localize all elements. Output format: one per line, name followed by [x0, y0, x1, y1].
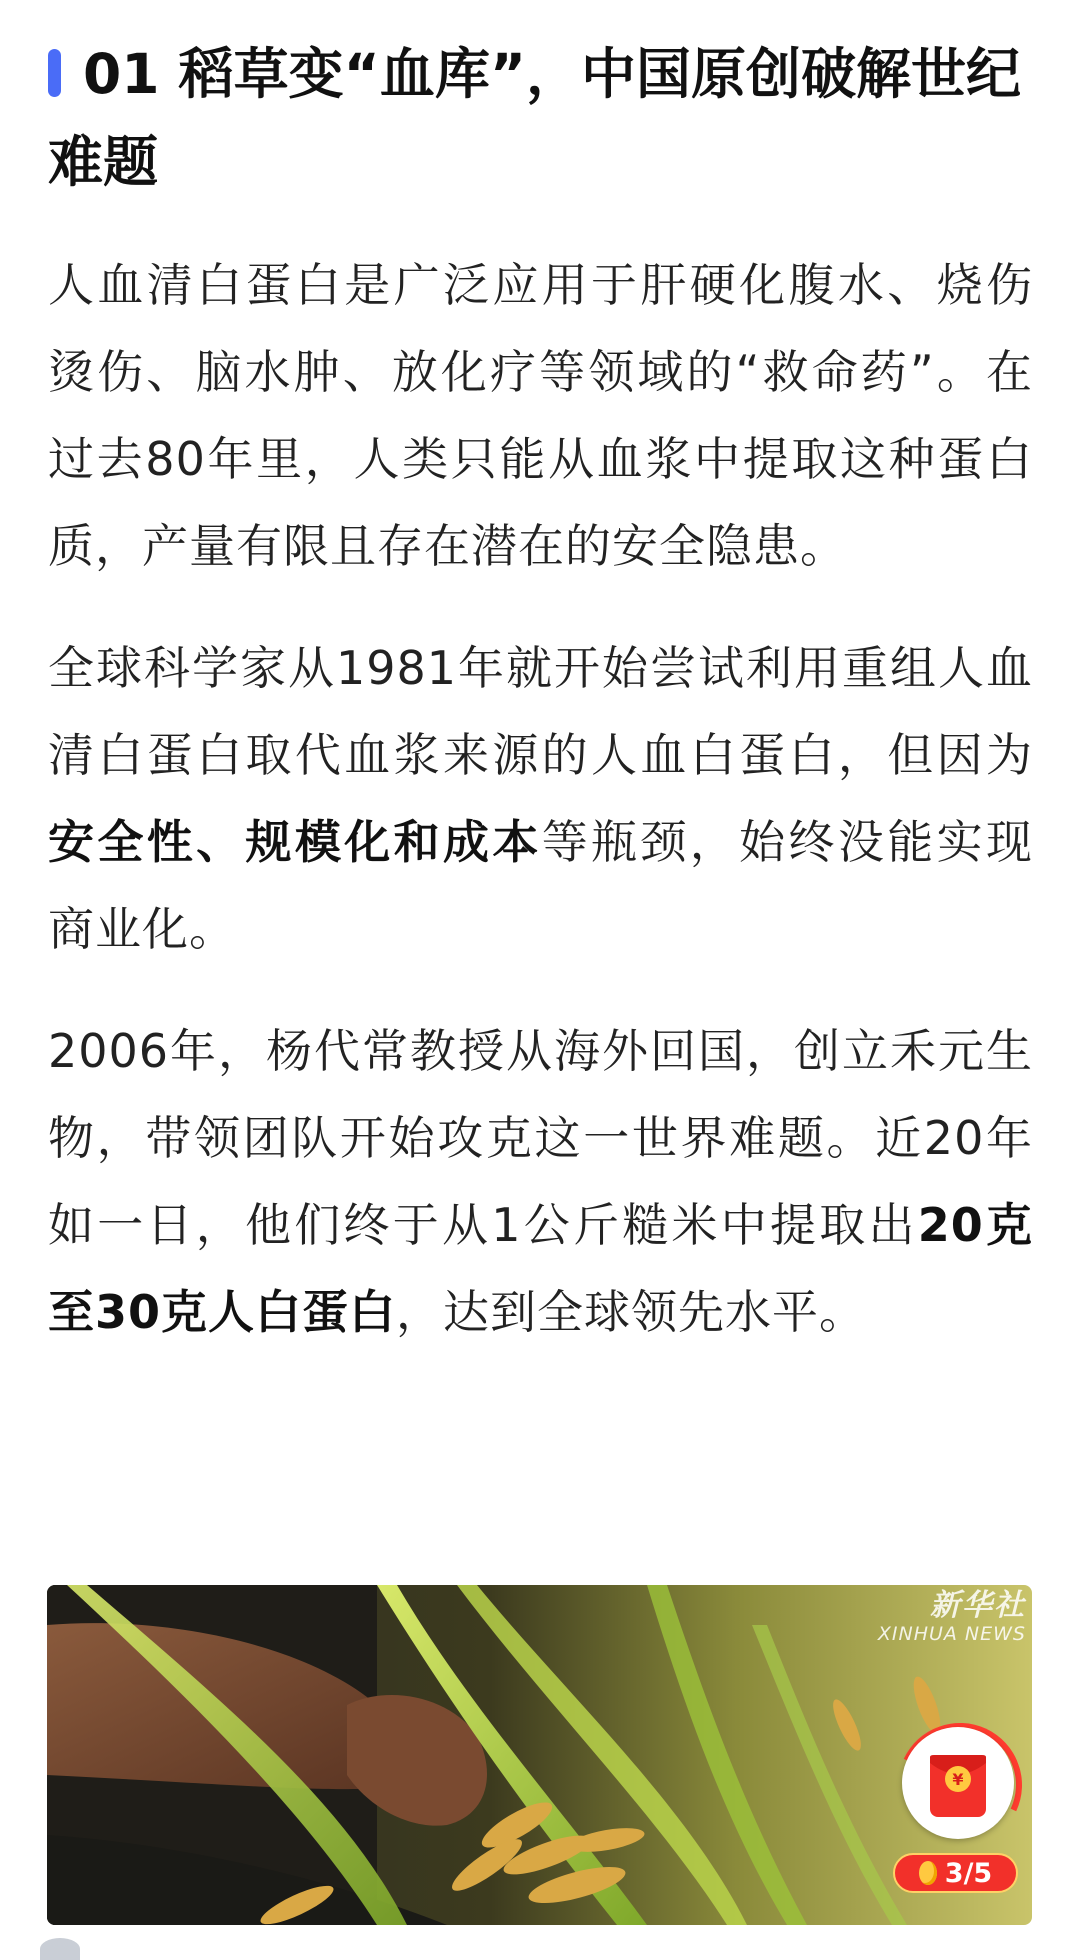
avatar [40, 1938, 80, 1960]
reward-progress-label: 3/5 [944, 1857, 993, 1889]
red-packet-icon [902, 1727, 1014, 1839]
paragraph-2-highlight: 安全性、规模化和成本 [48, 815, 542, 869]
coin-icon [919, 1861, 937, 1885]
paragraph-3-text-before: 2006年，杨代常教授从海外回国，创立禾元生物，带领团队开始攻克这一世界难题。近20年如一日，他们终于从1公斤糙米中提取出 [48, 1024, 1033, 1252]
reward-progress-badge[interactable] [893, 1853, 1018, 1893]
paragraph-1-text: 人血清白蛋白是广泛应用于肝硬化腹水、烧伤烫伤、脑水肿、放化疗等领域的“救命药”。在过去80年里，人类只能从血浆中提取这种蛋白质，产量有限且存在潜在的安全隐患。 [48, 258, 1033, 573]
paragraph-3 [48, 1008, 1033, 1356]
paragraph-2-text-after: 等瓶颈，始终没能实现商业化。 [48, 815, 1034, 956]
red-packet-button[interactable] [902, 1727, 1014, 1839]
paragraph-2-text-before: 全球科学家从1981年就开始尝试利用重组人血清白蛋白取代血浆来源的人血白蛋白，但因为 [48, 641, 1033, 782]
rice-harvest-photo[interactable] [47, 1585, 1032, 1925]
watermark-en: XINHUA NEWS [877, 1623, 1026, 1645]
article-body [48, 30, 1033, 1356]
paragraph-1 [48, 242, 1033, 590]
paragraph-3-text-after: ，达到全球领先水平。 [396, 1285, 867, 1339]
paragraph-3-highlight: 20克至30克人白蛋白 [48, 1198, 1033, 1339]
section-title-text: 01 稻草变“血库”，中国原创破解世纪难题 [48, 42, 1021, 194]
paragraph-2 [48, 625, 1033, 973]
svg-text:¥: ¥ [952, 1770, 964, 1789]
title-accent-bar [48, 49, 61, 97]
watermark-cn: 新华社 [930, 1588, 1026, 1623]
photo-watermark [878, 1589, 1026, 1645]
section-title [48, 30, 1033, 206]
